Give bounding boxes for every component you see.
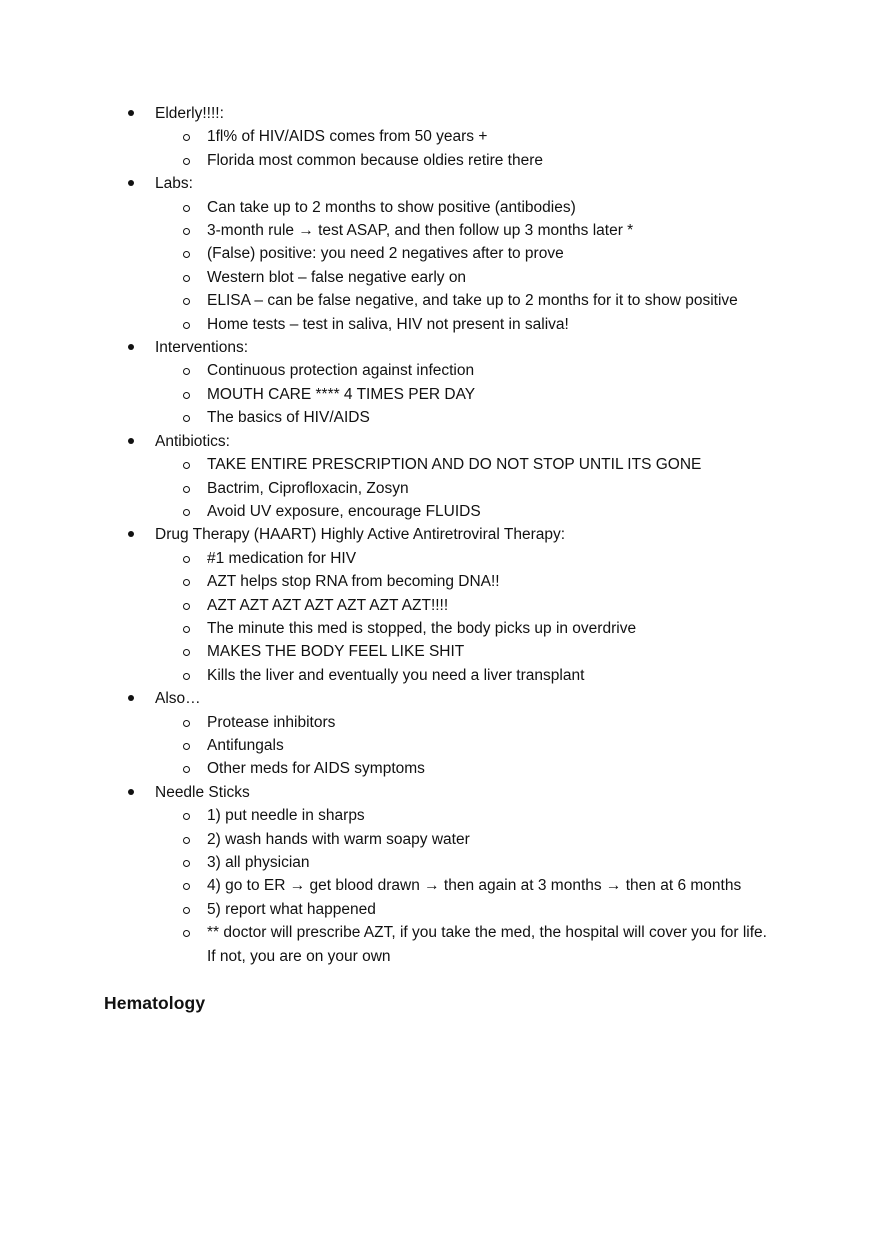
circle-bullet-icon	[183, 579, 190, 586]
section-title: Drug Therapy (HAART) Highly Active Antiretroviral Therapy:	[155, 526, 566, 544]
circle-bullet-icon	[183, 556, 190, 563]
circle-bullet-icon	[183, 462, 190, 469]
bullet-icon	[128, 180, 134, 186]
bullet-icon	[128, 110, 134, 116]
section-needle-sticks	[0, 781, 880, 968]
list-item: Can take up to 2 months to show positive (antibodies)	[155, 196, 767, 219]
circle-bullet-icon	[183, 883, 190, 890]
circle-bullet-icon	[183, 275, 190, 282]
section-title: Antibiotics:	[155, 432, 230, 450]
section-also	[0, 687, 880, 781]
bullet-icon	[128, 344, 134, 350]
list-item: Western blot – false negative early on	[155, 266, 767, 289]
list-item: ELISA – can be false negative, and take up to 2 months for it to show positive	[155, 289, 807, 312]
section-interventions	[0, 336, 880, 430]
circle-bullet-icon	[183, 603, 190, 610]
list-item: AZT AZT AZT AZT AZT AZT AZT!!!!	[155, 594, 767, 617]
circle-bullet-icon	[183, 743, 190, 750]
notes-list	[0, 102, 880, 968]
list-item: Protease inhibitors	[155, 711, 767, 734]
list-item: Avoid UV exposure, encourage FLUIDS	[155, 500, 767, 523]
bullet-icon	[128, 789, 134, 795]
list-item: 5) report what happened	[155, 898, 767, 921]
list-item: 4) go to ER → get blood drawn → then again at 3 months → then at 6 months	[155, 874, 827, 897]
circle-bullet-icon	[183, 673, 190, 680]
circle-bullet-icon	[183, 298, 190, 305]
list-item: 3) all physician	[155, 851, 767, 874]
section-labs	[0, 172, 880, 336]
list-item: 1fl% of HIV/AIDS comes from 50 years +	[155, 125, 767, 148]
circle-bullet-icon	[183, 251, 190, 258]
list-item: 3-month rule → test ASAP, and then follow up 3 months later *	[155, 219, 767, 242]
list-item: AZT helps stop RNA from becoming DNA!!	[155, 570, 767, 593]
circle-bullet-icon	[183, 158, 190, 165]
section-title: Also…	[155, 690, 201, 708]
circle-bullet-icon	[183, 907, 190, 914]
circle-bullet-icon	[183, 766, 190, 773]
circle-bullet-icon	[183, 626, 190, 633]
section-title: Needle Sticks	[155, 783, 250, 801]
list-item: 1) put needle in sharps	[155, 804, 767, 827]
circle-bullet-icon	[183, 813, 190, 820]
circle-bullet-icon	[183, 205, 190, 212]
list-item: MAKES THE BODY FEEL LIKE SHIT	[155, 640, 767, 663]
list-item: Kills the liver and eventually you need a liver transplant	[155, 664, 767, 687]
section-title: Interventions:	[155, 339, 249, 357]
circle-bullet-icon	[183, 720, 190, 727]
circle-bullet-icon	[183, 415, 190, 422]
list-item: 2) wash hands with warm soapy water	[155, 828, 767, 851]
list-item: (False) positive: you need 2 negatives after to prove	[155, 242, 767, 265]
circle-bullet-icon	[183, 368, 190, 375]
circle-bullet-icon	[183, 134, 190, 141]
section-drug-therapy	[0, 523, 880, 687]
list-item: The basics of HIV/AIDS	[155, 406, 767, 429]
bullet-icon	[128, 438, 134, 444]
list-item: #1 medication for HIV	[155, 547, 767, 570]
list-item: Antifungals	[155, 734, 767, 757]
section-title: Elderly!!!!:	[155, 105, 224, 122]
list-item: Bactrim, Ciprofloxacin, Zosyn	[155, 477, 767, 500]
section-heading: Hematology	[104, 993, 206, 1013]
circle-bullet-icon	[183, 930, 190, 937]
section-title: Labs:	[155, 175, 193, 193]
circle-bullet-icon	[183, 649, 190, 656]
circle-bullet-icon	[183, 860, 190, 867]
list-item: TAKE ENTIRE PRESCRIPTION AND DO NOT STOP UNTIL ITS GONE	[155, 453, 767, 476]
list-item: MOUTH CARE **** 4 TIMES PER DAY	[155, 383, 767, 406]
circle-bullet-icon	[183, 392, 190, 399]
circle-bullet-icon	[183, 228, 190, 235]
circle-bullet-icon	[183, 509, 190, 516]
list-item: Home tests – test in saliva, HIV not present in saliva!	[155, 313, 767, 336]
bullet-icon	[128, 695, 134, 701]
circle-bullet-icon	[183, 837, 190, 844]
list-item: The minute this med is stopped, the body picks up in overdrive	[155, 617, 767, 640]
bullet-icon	[128, 531, 134, 537]
section-elderly	[0, 102, 880, 172]
circle-bullet-icon	[183, 486, 190, 493]
list-item: Other meds for AIDS symptoms	[155, 757, 767, 780]
list-item: Continuous protection against infection	[155, 359, 767, 382]
section-antibiotics	[0, 430, 880, 524]
list-item: Florida most common because oldies retire there	[155, 149, 767, 172]
circle-bullet-icon	[183, 322, 190, 329]
list-item: ** doctor will prescribe AZT, if you take the med, the hospital will cover you for life. If not, you are on your own	[155, 921, 777, 968]
